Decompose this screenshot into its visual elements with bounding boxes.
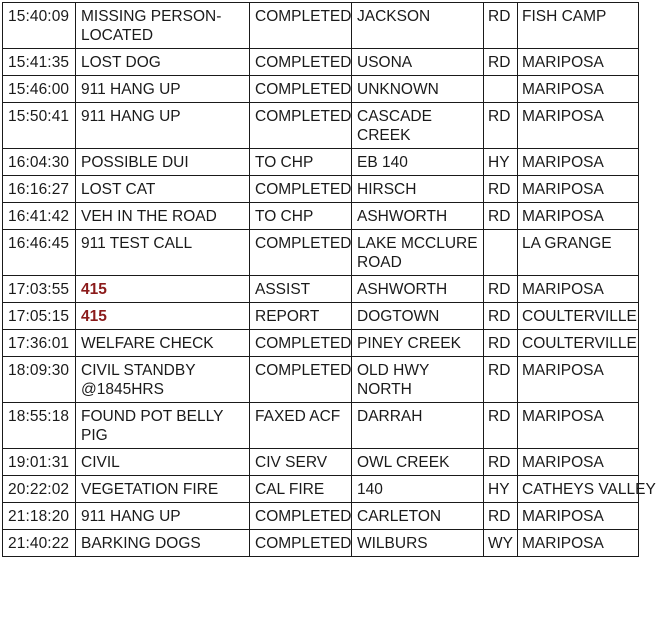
call-type: MISSING PERSON-LOCATED [76,3,250,49]
call-disposition: COMPLETED [250,503,352,530]
table-row [3,476,639,503]
call-time: 16:46:45 [3,230,76,276]
call-time: 16:16:27 [3,176,76,203]
call-location: JACKSON [352,3,484,49]
call-city: MARIPOSA [518,149,639,176]
call-type: CIVIL STANDBY @1845HRS [76,357,250,403]
call-location: UNKNOWN [352,76,484,103]
incident-log-table [2,2,656,557]
call-type: BARKING DOGS [76,530,250,557]
call-disposition: TO CHP [250,203,352,230]
call-type: LOST CAT [76,176,250,203]
table-row [3,503,639,530]
call-location: ASHWORTH [352,203,484,230]
call-location: ASHWORTH [352,276,484,303]
call-disposition: COMPLETED [250,3,352,49]
table-row [3,276,639,303]
table-row [3,176,639,203]
call-disposition: FAXED ACF [250,403,352,449]
table-row [3,357,639,403]
call-type: FOUND POT BELLY PIG [76,403,250,449]
location-suffix: RD [484,503,518,530]
call-type: POSSIBLE DUI [76,149,250,176]
call-location: PINEY CREEK [352,330,484,357]
call-city: MARIPOSA [518,76,639,103]
call-city: LA GRANGE [518,230,639,276]
location-suffix: RD [484,103,518,149]
call-time: 21:18:20 [3,503,76,530]
call-disposition: REPORT [250,303,352,330]
table-row [3,449,639,476]
call-location: HIRSCH [352,176,484,203]
call-time: 15:40:09 [3,3,76,49]
call-type: 415 [76,276,250,303]
location-suffix: RD [484,449,518,476]
call-disposition: COMPLETED [250,330,352,357]
call-time: 16:04:30 [3,149,76,176]
call-location: DARRAH [352,403,484,449]
table-row [3,303,639,330]
table-row [3,330,639,357]
call-time: 18:55:18 [3,403,76,449]
location-suffix [484,76,518,103]
call-location: WILBURS [352,530,484,557]
table-row [3,76,639,103]
call-disposition: TO CHP [250,149,352,176]
call-city: MARIPOSA [518,49,639,76]
call-location: OLD HWY NORTH [352,357,484,403]
call-type: LOST DOG [76,49,250,76]
location-suffix: HY [484,476,518,503]
call-location: DOGTOWN [352,303,484,330]
location-suffix: RD [484,403,518,449]
call-type: 911 HANG UP [76,503,250,530]
call-time: 17:05:15 [3,303,76,330]
call-disposition: ASSIST [250,276,352,303]
call-city: MARIPOSA [518,176,639,203]
call-type: 911 HANG UP [76,76,250,103]
call-type: CIVIL [76,449,250,476]
call-location: CASCADE CREEK [352,103,484,149]
location-suffix: RD [484,49,518,76]
location-suffix [484,230,518,276]
location-suffix: RD [484,357,518,403]
location-suffix: RD [484,276,518,303]
call-time: 16:41:42 [3,203,76,230]
call-time: 15:50:41 [3,103,76,149]
call-city: COULTERVILLE [518,330,639,357]
table-row [3,149,639,176]
call-time: 17:03:55 [3,276,76,303]
call-location: LAKE MCCLURE ROAD [352,230,484,276]
call-city: MARIPOSA [518,103,639,149]
call-city: FISH CAMP [518,3,639,49]
call-time: 20:22:02 [3,476,76,503]
call-disposition: CIV SERV [250,449,352,476]
call-city: MARIPOSA [518,530,639,557]
location-suffix: RD [484,203,518,230]
location-suffix: WY [484,530,518,557]
call-time: 15:46:00 [3,76,76,103]
location-suffix: RD [484,176,518,203]
call-location: USONA [352,49,484,76]
call-type: 911 HANG UP [76,103,250,149]
call-location: OWL CREEK [352,449,484,476]
call-disposition: COMPLETED [250,230,352,276]
call-time: 21:40:22 [3,530,76,557]
call-disposition: COMPLETED [250,49,352,76]
call-disposition: COMPLETED [250,103,352,149]
call-disposition: COMPLETED [250,176,352,203]
location-suffix: RD [484,303,518,330]
table-row [3,530,639,557]
call-city: MARIPOSA [518,403,639,449]
call-time: 15:41:35 [3,49,76,76]
call-type: 415 [76,303,250,330]
table-row [3,103,639,149]
call-disposition: COMPLETED [250,530,352,557]
call-disposition: COMPLETED [250,76,352,103]
call-city: MARIPOSA [518,357,639,403]
call-time: 18:09:30 [3,357,76,403]
call-location: 140 [352,476,484,503]
call-time: 19:01:31 [3,449,76,476]
call-city: CATHEYS VALLEY [518,476,639,503]
table-row [3,49,639,76]
call-city: COULTERVILLE [518,303,639,330]
call-disposition: CAL FIRE [250,476,352,503]
incident-log-body [3,3,656,557]
call-time: 17:36:01 [3,330,76,357]
table-row [3,403,639,449]
call-type: 911 TEST CALL [76,230,250,276]
call-city: MARIPOSA [518,276,639,303]
call-type: WELFARE CHECK [76,330,250,357]
call-city: MARIPOSA [518,503,639,530]
location-suffix: HY [484,149,518,176]
call-location: EB 140 [352,149,484,176]
call-disposition: COMPLETED [250,357,352,403]
table-row [3,3,639,49]
call-city: MARIPOSA [518,203,639,230]
location-suffix: RD [484,330,518,357]
call-city: MARIPOSA [518,449,639,476]
call-location: CARLETON [352,503,484,530]
call-type: VEGETATION FIRE [76,476,250,503]
table-row [3,230,639,276]
call-type: VEH IN THE ROAD [76,203,250,230]
location-suffix: RD [484,3,518,49]
table-row [3,203,639,230]
